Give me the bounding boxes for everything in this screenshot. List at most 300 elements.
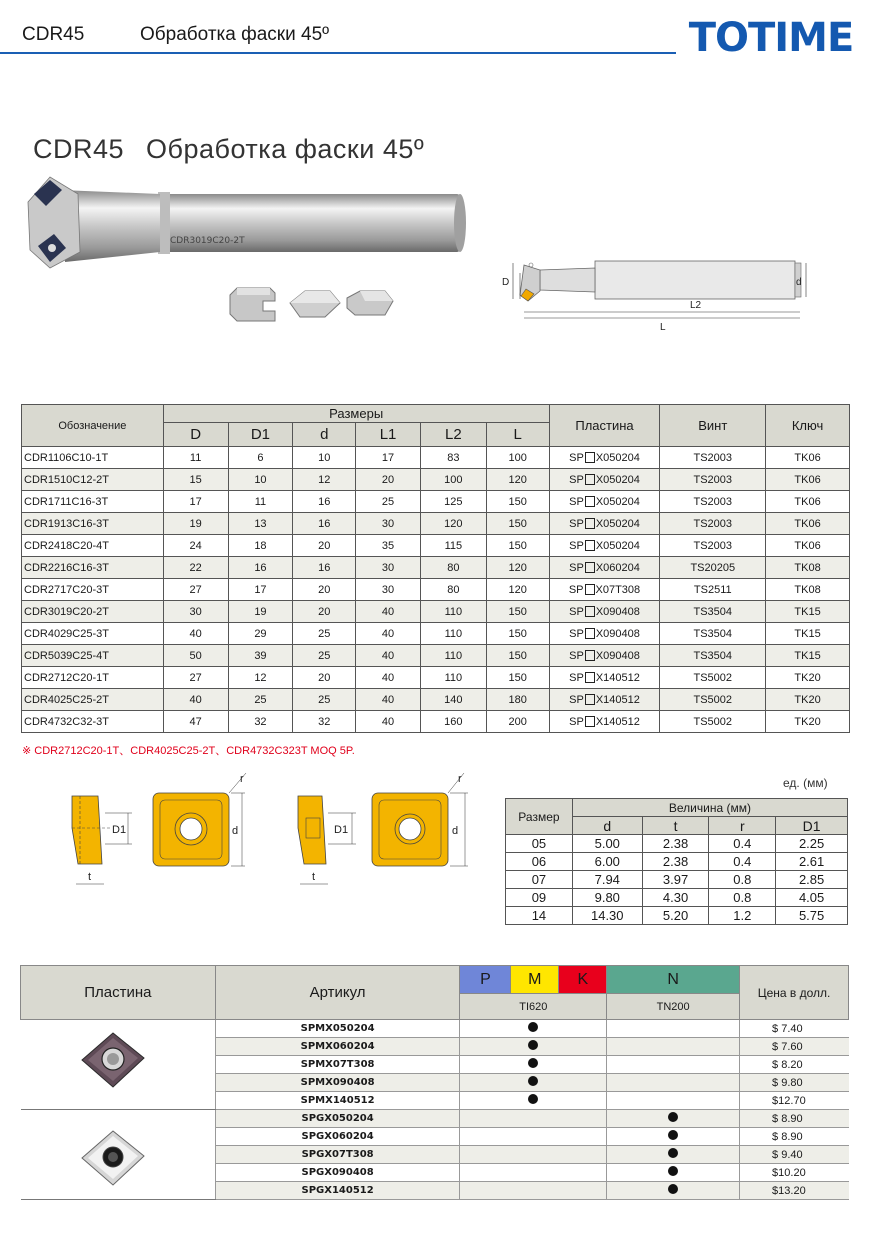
cell-key: TK15 <box>766 645 850 667</box>
insert-prefix: SP <box>569 539 584 552</box>
size-cell: 0.8 <box>709 871 776 889</box>
subcol-d: d <box>293 423 356 447</box>
cell-key: TK06 <box>766 469 850 491</box>
cell-dimension: 150 <box>486 513 549 535</box>
cell-dimension: 80 <box>420 579 486 601</box>
dim-D-label: D <box>502 277 510 288</box>
subcol-L: L <box>486 423 549 447</box>
size-cell: 5.00 <box>572 835 642 853</box>
group-k: K <box>559 966 607 994</box>
availability-dot <box>668 1166 678 1176</box>
cell-designation: CDR4029C25-3T <box>22 623 164 645</box>
availability-dot <box>668 1184 678 1194</box>
size-cell: 14 <box>506 907 573 925</box>
insert-suffix: X140512 <box>595 693 640 706</box>
placeholder-box <box>585 628 595 639</box>
subcol-L2: L2 <box>420 423 486 447</box>
price-cell: $ 9.40 <box>740 1146 849 1164</box>
cell-designation: CDR4025C25-2T <box>22 689 164 711</box>
article-cell: SPGX07T308 <box>215 1146 460 1164</box>
article-cell: SPMX07T308 <box>215 1056 460 1074</box>
placeholder-box <box>585 562 595 573</box>
cell-dimension: 39 <box>228 645 293 667</box>
cell-dimension: 35 <box>356 535 421 557</box>
insert-suffix: X050204 <box>595 539 640 552</box>
grade-tn200-cell <box>607 1074 740 1092</box>
insert-prefix: SP <box>569 605 584 618</box>
cell-screw: TS3504 <box>660 601 766 623</box>
article-cell: SPMX060204 <box>215 1038 460 1056</box>
cell-dimension: 17 <box>228 579 293 601</box>
cell-dimension: 29 <box>228 623 293 645</box>
cell-dimension: 150 <box>486 667 549 689</box>
dim-L2-label: L2 <box>690 300 702 311</box>
cell-key: TK15 <box>766 601 850 623</box>
size-cell: 2.61 <box>776 853 848 871</box>
cell-dimension: 25 <box>293 623 356 645</box>
size-cell: 05 <box>506 835 573 853</box>
grade-ti620-cell <box>460 1182 607 1200</box>
grade-tn200-cell <box>607 1056 740 1074</box>
tool-row <box>22 535 850 557</box>
placeholder-box <box>585 452 595 463</box>
cell-dimension: 22 <box>163 557 228 579</box>
cell-dimension: 30 <box>163 601 228 623</box>
article-cell: SPMX050204 <box>215 1020 460 1038</box>
cell-dimension: 25 <box>293 689 356 711</box>
cell-insert <box>549 557 660 579</box>
col-insert: Пластина <box>549 405 660 447</box>
insert-suffix: X140512 <box>595 715 640 728</box>
size-cell: 0.8 <box>709 889 776 907</box>
grade-ti620-cell <box>460 1164 607 1182</box>
insert-prefix: SP <box>569 693 584 706</box>
tool-row <box>22 557 850 579</box>
svg-text:TOTIME: TOTIME <box>688 15 854 56</box>
cell-dimension: 140 <box>420 689 486 711</box>
insert-suffix: X090408 <box>595 649 640 662</box>
tool-row <box>22 711 850 733</box>
brand-logo-mark <box>676 14 866 56</box>
col-group-values: Величина (мм) <box>572 799 847 817</box>
size-cell: 14.30 <box>572 907 642 925</box>
cell-dimension: 40 <box>356 667 421 689</box>
size-cell: 3.97 <box>642 871 709 889</box>
cell-dimension: 20 <box>356 469 421 491</box>
price-cell: $ 8.90 <box>740 1128 849 1146</box>
cell-dimension: 16 <box>293 513 356 535</box>
group-m: M <box>511 966 559 994</box>
availability-dot <box>668 1112 678 1122</box>
cell-insert <box>549 689 660 711</box>
subcol-D1: D1 <box>228 423 293 447</box>
tool-row <box>22 491 850 513</box>
header-rule <box>0 52 676 54</box>
insert2-D1-label: D1 <box>334 824 349 836</box>
cell-key: TK20 <box>766 667 850 689</box>
cell-dimension: 10 <box>293 447 356 469</box>
price-cell: $13.20 <box>740 1182 849 1200</box>
insert-dimension-drawings <box>60 768 480 893</box>
cell-key: TK15 <box>766 623 850 645</box>
availability-dot <box>528 1040 538 1050</box>
cell-dimension: 100 <box>486 447 549 469</box>
cell-screw: TS2003 <box>660 513 766 535</box>
cell-dimension: 20 <box>293 579 356 601</box>
size-cell: 0.4 <box>709 853 776 871</box>
cell-insert <box>549 579 660 601</box>
product-title <box>33 134 424 165</box>
cell-dimension: 30 <box>356 513 421 535</box>
dim-L-label: L <box>660 322 666 333</box>
size-cell: 5.20 <box>642 907 709 925</box>
size-cell: 2.25 <box>776 835 848 853</box>
availability-dot <box>528 1022 538 1032</box>
grade-tn200-cell <box>607 1038 740 1056</box>
cell-dimension: 150 <box>486 623 549 645</box>
insert2-d-label: d <box>452 825 459 837</box>
cell-dimension: 110 <box>420 667 486 689</box>
size-row <box>506 871 848 889</box>
availability-dot <box>528 1076 538 1086</box>
subcol-L1: L1 <box>356 423 421 447</box>
article-cell: SPMX090408 <box>215 1074 460 1092</box>
cell-key: TK06 <box>766 491 850 513</box>
cell-dimension: 120 <box>486 579 549 601</box>
size-cell: 0.4 <box>709 835 776 853</box>
col-size: Размер <box>506 799 573 835</box>
cell-screw: TS2003 <box>660 535 766 557</box>
insert-suffix: X090408 <box>595 605 640 618</box>
subcol-D1: D1 <box>776 817 848 835</box>
grade-tn200-cell <box>607 1164 740 1182</box>
cell-dimension: 120 <box>486 469 549 491</box>
cell-dimension: 16 <box>228 557 293 579</box>
cell-screw: TS5002 <box>660 667 766 689</box>
grade-ti620-cell <box>460 1128 607 1146</box>
tool-row <box>22 623 850 645</box>
subcol-r: r <box>709 817 776 835</box>
insert-prefix: SP <box>569 627 584 640</box>
cell-dimension: 150 <box>486 491 549 513</box>
price-cell: $ 7.60 <box>740 1038 849 1056</box>
tool-row <box>22 579 850 601</box>
cell-dimension: 115 <box>420 535 486 557</box>
price-cell: $ 7.40 <box>740 1020 849 1038</box>
placeholder-box <box>585 474 595 485</box>
insert-suffix: X050204 <box>595 473 640 486</box>
cell-designation: CDR2418C20-4T <box>22 535 164 557</box>
product-name: Обработка фаски 45º <box>146 134 425 164</box>
insert1-r-label: r <box>240 773 244 785</box>
cell-dimension: 16 <box>293 557 356 579</box>
cell-key: TK06 <box>766 447 850 469</box>
cell-dimension: 20 <box>293 535 356 557</box>
cell-dimension: 110 <box>420 645 486 667</box>
col-group-dimensions: Размеры <box>163 405 549 423</box>
cell-dimension: 40 <box>163 623 228 645</box>
cell-screw: TS2511 <box>660 579 766 601</box>
cell-dimension: 110 <box>420 623 486 645</box>
insert-suffix: X07T308 <box>595 583 641 596</box>
size-cell: 5.75 <box>776 907 848 925</box>
col-price: Цена в долл. <box>740 966 849 1020</box>
tool-row <box>22 513 850 535</box>
cell-designation: CDR2717C20-3T <box>22 579 164 601</box>
insert-suffix: X090408 <box>595 627 640 640</box>
insert1-d-label: d <box>232 825 239 837</box>
tool-row <box>22 667 850 689</box>
cell-designation: CDR1913C16-3T <box>22 513 164 535</box>
article-cell: SPGX140512 <box>215 1182 460 1200</box>
insert-profiles <box>225 283 400 328</box>
insert-prefix: SP <box>569 495 584 508</box>
cell-key: TK08 <box>766 557 850 579</box>
insert-suffix: X140512 <box>595 671 640 684</box>
placeholder-box <box>585 650 595 661</box>
cell-dimension: 40 <box>356 601 421 623</box>
cell-dimension: 100 <box>420 469 486 491</box>
size-cell: 9.80 <box>572 889 642 907</box>
cell-insert <box>549 623 660 645</box>
cell-insert <box>549 711 660 733</box>
grade-ti620-cell <box>460 1110 607 1128</box>
insert-prefix: SP <box>569 649 584 662</box>
price-cell: $10.20 <box>740 1164 849 1182</box>
units-label: ед. (мм) <box>783 776 828 790</box>
spmx-insert-image <box>78 1030 148 1090</box>
group-p: P <box>460 966 511 994</box>
grade-ti620-cell <box>460 1074 607 1092</box>
tool-row <box>22 601 850 623</box>
subcol-d: d <box>572 817 642 835</box>
cell-dimension: 120 <box>486 557 549 579</box>
cell-screw: TS5002 <box>660 711 766 733</box>
cell-dimension: 19 <box>228 601 293 623</box>
cell-screw: TS2003 <box>660 469 766 491</box>
col-key: Ключ <box>766 405 850 447</box>
cell-key: TK20 <box>766 711 850 733</box>
tool-row <box>22 689 850 711</box>
grade-ti620-cell <box>460 1146 607 1164</box>
price-cell: $ 8.90 <box>740 1110 849 1128</box>
size-cell: 06 <box>506 853 573 871</box>
spgx-insert-image <box>78 1128 148 1188</box>
insert-prefix: SP <box>569 671 584 684</box>
cell-key: TK08 <box>766 579 850 601</box>
cell-designation: CDR4732C32-3T <box>22 711 164 733</box>
cell-dimension: 110 <box>420 601 486 623</box>
placeholder-box <box>585 496 595 507</box>
placeholder-box <box>585 584 595 595</box>
size-cell: 07 <box>506 871 573 889</box>
cell-designation: CDR2712C20-1T <box>22 667 164 689</box>
tool-row <box>22 469 850 491</box>
insert-prefix: SP <box>569 451 584 464</box>
price-cell: $ 8.20 <box>740 1056 849 1074</box>
cell-screw: TS5002 <box>660 689 766 711</box>
cell-insert <box>549 645 660 667</box>
cell-screw: TS3504 <box>660 623 766 645</box>
placeholder-box <box>585 694 595 705</box>
cell-key: TK20 <box>766 689 850 711</box>
insert2-r-label: r <box>458 773 462 785</box>
cell-dimension: 17 <box>356 447 421 469</box>
grade-ti620-cell <box>460 1038 607 1056</box>
tool-row <box>22 645 850 667</box>
col-article: Артикул <box>215 966 460 1020</box>
size-cell: 1.2 <box>709 907 776 925</box>
placeholder-box <box>585 672 595 683</box>
cell-key: TK06 <box>766 513 850 535</box>
product-code: CDR45 <box>33 134 125 164</box>
cell-dimension: 15 <box>163 469 228 491</box>
cell-dimension: 120 <box>420 513 486 535</box>
insert2-t-label: t <box>312 871 316 883</box>
article-cell: SPGX060204 <box>215 1128 460 1146</box>
placeholder-box <box>585 518 595 529</box>
placeholder-box <box>585 716 595 727</box>
insert-suffix: X060204 <box>595 561 640 574</box>
cell-dimension: 47 <box>163 711 228 733</box>
grade-tn200: TN200 <box>607 994 740 1020</box>
grade-ti620-cell <box>460 1020 607 1038</box>
insert1-D1-label: D1 <box>112 824 127 836</box>
cell-dimension: 19 <box>163 513 228 535</box>
tool-photo <box>20 172 475 277</box>
price-cell: $ 9.80 <box>740 1074 849 1092</box>
grade-tn200-cell <box>607 1146 740 1164</box>
brand-logo <box>676 14 866 56</box>
cell-dimension: 160 <box>420 711 486 733</box>
insert-prefix: SP <box>569 517 584 530</box>
grade-tn200-cell <box>607 1110 740 1128</box>
article-cell: SPMX140512 <box>215 1092 460 1110</box>
tool-engraving: CDR3019C20-2T <box>170 236 245 246</box>
cell-designation: CDR1106C10-1T <box>22 447 164 469</box>
col-screw: Винт <box>660 405 766 447</box>
cell-dimension: 12 <box>228 667 293 689</box>
grade-ti620: TI620 <box>460 994 607 1020</box>
insert-suffix: X050204 <box>595 451 640 464</box>
cell-insert <box>549 447 660 469</box>
subcol-t: t <box>642 817 709 835</box>
placeholder-box <box>585 606 595 617</box>
cell-dimension: 25 <box>356 491 421 513</box>
cell-dimension: 50 <box>163 645 228 667</box>
cell-dimension: 12 <box>293 469 356 491</box>
insert-prefix: SP <box>569 473 584 486</box>
cell-designation: CDR3019C20-2T <box>22 601 164 623</box>
cell-dimension: 13 <box>228 513 293 535</box>
price-cell: $12.70 <box>740 1092 849 1110</box>
col-insert: Пластина <box>21 966 216 1020</box>
cell-screw: TS20205 <box>660 557 766 579</box>
tool-dimension-drawing <box>500 255 810 335</box>
cell-insert <box>549 513 660 535</box>
price-row <box>21 1110 849 1128</box>
dim-d-label: d <box>796 277 802 288</box>
cell-dimension: 24 <box>163 535 228 557</box>
size-row <box>506 907 848 925</box>
size-cell: 2.38 <box>642 835 709 853</box>
size-row <box>506 889 848 907</box>
cell-dimension: 40 <box>356 645 421 667</box>
cell-dimension: 150 <box>486 645 549 667</box>
availability-dot <box>668 1148 678 1158</box>
cell-dimension: 40 <box>356 689 421 711</box>
cell-dimension: 30 <box>356 557 421 579</box>
cell-insert <box>549 667 660 689</box>
grade-tn200-cell <box>607 1092 740 1110</box>
grade-tn200-cell <box>607 1128 740 1146</box>
cell-dimension: 83 <box>420 447 486 469</box>
col-designation: Обозначение <box>22 405 164 447</box>
availability-dot <box>528 1058 538 1068</box>
cell-dimension: 40 <box>356 623 421 645</box>
cell-dimension: 25 <box>293 645 356 667</box>
size-row <box>506 853 848 871</box>
cell-dimension: 32 <box>293 711 356 733</box>
cell-dimension: 20 <box>293 667 356 689</box>
insert1-t-label: t <box>88 871 92 883</box>
cell-insert <box>549 469 660 491</box>
cell-dimension: 40 <box>356 711 421 733</box>
tool-spec-table <box>21 404 850 733</box>
header-title: Обработка фаски 45º <box>140 24 330 45</box>
tool-row <box>22 447 850 469</box>
cell-dimension: 150 <box>486 535 549 557</box>
cell-dimension: 10 <box>228 469 293 491</box>
grade-ti620-cell <box>460 1056 607 1074</box>
cell-dimension: 11 <box>163 447 228 469</box>
grade-tn200-cell <box>607 1020 740 1038</box>
group-n: N <box>607 966 740 994</box>
cell-screw: TS2003 <box>660 447 766 469</box>
cell-designation: CDR1711C16-3T <box>22 491 164 513</box>
cell-dimension: 30 <box>356 579 421 601</box>
cell-dimension: 27 <box>163 579 228 601</box>
cell-dimension: 20 <box>293 601 356 623</box>
cell-dimension: 6 <box>228 447 293 469</box>
moq-note: ※ CDR2712C20-1T、CDR4025C25-2T、CDR4732C323T MOQ 5P. <box>22 745 355 757</box>
size-cell: 2.38 <box>642 853 709 871</box>
insert-prefix: SP <box>569 715 584 728</box>
subcol-D: D <box>163 423 228 447</box>
cell-dimension: 40 <box>163 689 228 711</box>
insert-suffix: X050204 <box>595 517 640 530</box>
cell-dimension: 17 <box>163 491 228 513</box>
cell-designation: CDR1510C12-2T <box>22 469 164 491</box>
cell-insert <box>549 601 660 623</box>
header-code: CDR45 <box>22 24 85 45</box>
size-cell: 6.00 <box>572 853 642 871</box>
cell-dimension: 150 <box>486 601 549 623</box>
cell-dimension: 27 <box>163 667 228 689</box>
size-cell: 4.30 <box>642 889 709 907</box>
cell-dimension: 32 <box>228 711 293 733</box>
availability-dot <box>528 1094 538 1104</box>
cell-dimension: 200 <box>486 711 549 733</box>
placeholder-box <box>585 540 595 551</box>
size-row <box>506 835 848 853</box>
size-cell: 4.05 <box>776 889 848 907</box>
cell-dimension: 25 <box>228 689 293 711</box>
cell-dimension: 18 <box>228 535 293 557</box>
cell-designation: CDR5039C25-4T <box>22 645 164 667</box>
article-cell: SPGX090408 <box>215 1164 460 1182</box>
insert-size-table <box>505 798 848 925</box>
